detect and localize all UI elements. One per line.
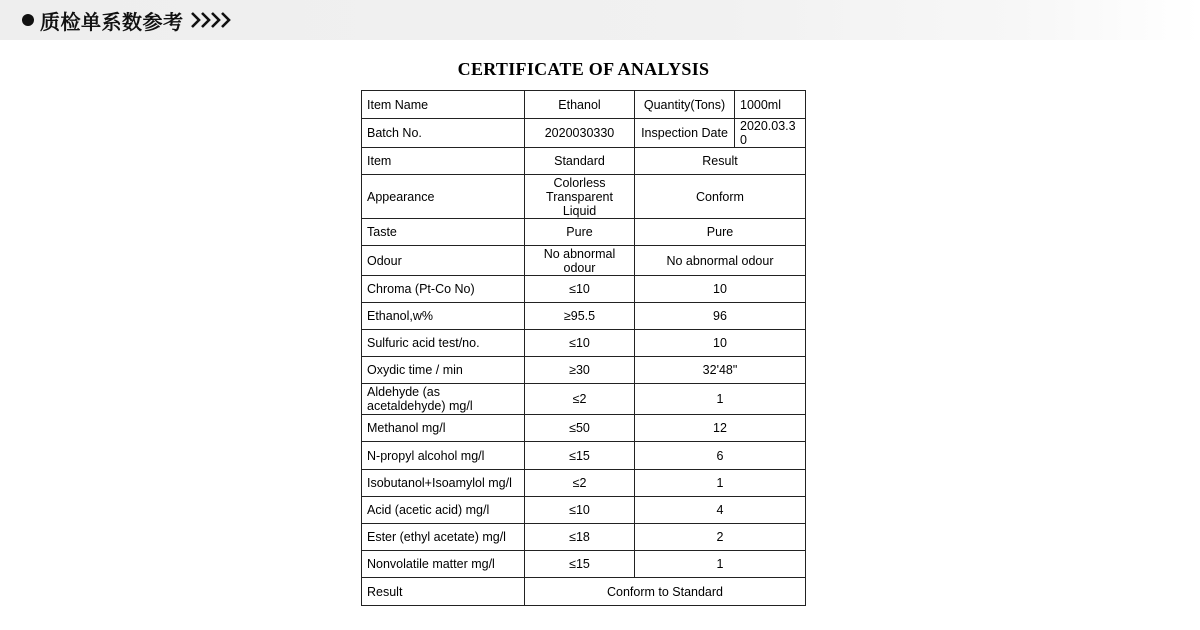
final-result-label: Result (362, 578, 525, 606)
row-result: 10 (635, 276, 806, 303)
row-item: Appearance (362, 175, 525, 219)
row-result: 12 (635, 415, 806, 442)
batch-value: 2020030330 (525, 119, 635, 148)
row-standard: ≤50 (525, 415, 635, 442)
row-item: Taste (362, 219, 525, 246)
row-result: 96 (635, 303, 806, 330)
row-item: Sulfuric acid test/no. (362, 330, 525, 357)
row-result: No abnormal odour (635, 246, 806, 276)
inspection-date-value: 2020.03.30 (735, 119, 806, 148)
table-row (362, 91, 806, 119)
row-item: Isobutanol+Isoamylol mg/l (362, 470, 525, 497)
row-item: Aldehyde (as acetaldehyde) mg/l (362, 384, 525, 415)
table-row (362, 119, 806, 148)
row-standard: ≤2 (525, 470, 635, 497)
table-row (362, 497, 806, 524)
row-standard: No abnormal odour (525, 246, 635, 276)
row-result: 2 (635, 524, 806, 551)
row-item: Acid (acetic acid) mg/l (362, 497, 525, 524)
inspection-date-label: Inspection Date (635, 119, 735, 148)
row-result: 6 (635, 442, 806, 470)
certificate-table (361, 90, 806, 606)
table-row (362, 246, 806, 276)
table-row (362, 415, 806, 442)
certificate-title: CERTIFICATE OF ANALYSIS (457, 59, 710, 79)
table-row (362, 551, 806, 578)
table-row (362, 219, 806, 246)
bullet-dot-icon (22, 14, 34, 26)
section-header (0, 0, 1200, 40)
row-standard: ≤18 (525, 524, 635, 551)
quantity-value: 1000ml (735, 91, 806, 119)
row-standard: ≤10 (525, 330, 635, 357)
row-item: Ester (ethyl acetate) mg/l (362, 524, 525, 551)
row-result: Pure (635, 219, 806, 246)
row-standard: Colorless Transparent Liquid (525, 175, 635, 219)
row-result: 4 (635, 497, 806, 524)
row-item: Ethanol,w% (362, 303, 525, 330)
row-result: 1 (635, 551, 806, 578)
row-standard: ≤2 (525, 384, 635, 415)
column-header-item: Item (362, 148, 525, 175)
table-row (362, 442, 806, 470)
row-item: N-propyl alcohol mg/l (362, 442, 525, 470)
row-standard: ≤15 (525, 442, 635, 470)
row-standard: ≤10 (525, 497, 635, 524)
batch-label: Batch No. (362, 119, 525, 148)
row-standard: ≤10 (525, 276, 635, 303)
column-header-standard: Standard (525, 148, 635, 175)
table-row (362, 175, 806, 219)
table-row (362, 330, 806, 357)
table-row (362, 357, 806, 384)
final-result-value: Conform to Standard (525, 578, 806, 606)
quantity-label: Quantity(Tons) (635, 91, 735, 119)
row-item: Methanol mg/l (362, 415, 525, 442)
row-result: 32'48" (635, 357, 806, 384)
row-result: 1 (635, 384, 806, 415)
row-standard: ≥30 (525, 357, 635, 384)
table-footer-row (362, 578, 806, 606)
row-item: Oxydic time / min (362, 357, 525, 384)
row-result: Conform (635, 175, 806, 219)
section-title: 质检单系数参考 (40, 9, 184, 34)
table-row (362, 384, 806, 415)
item-name-label: Item Name (362, 91, 525, 119)
row-standard: ≥95.5 (525, 303, 635, 330)
row-standard: Pure (525, 219, 635, 246)
table-header-row (362, 148, 806, 175)
item-name-value: Ethanol (525, 91, 635, 119)
table-row (362, 524, 806, 551)
row-standard: ≤15 (525, 551, 635, 578)
column-header-result: Result (635, 148, 806, 175)
table-row (362, 470, 806, 497)
table-row (362, 276, 806, 303)
row-item: Chroma (Pt-Co No) (362, 276, 525, 303)
chevrons-right-icon (190, 10, 232, 30)
row-result: 1 (635, 470, 806, 497)
row-result: 10 (635, 330, 806, 357)
table-row (362, 303, 806, 330)
row-item: Nonvolatile matter mg/l (362, 551, 525, 578)
row-item: Odour (362, 246, 525, 276)
